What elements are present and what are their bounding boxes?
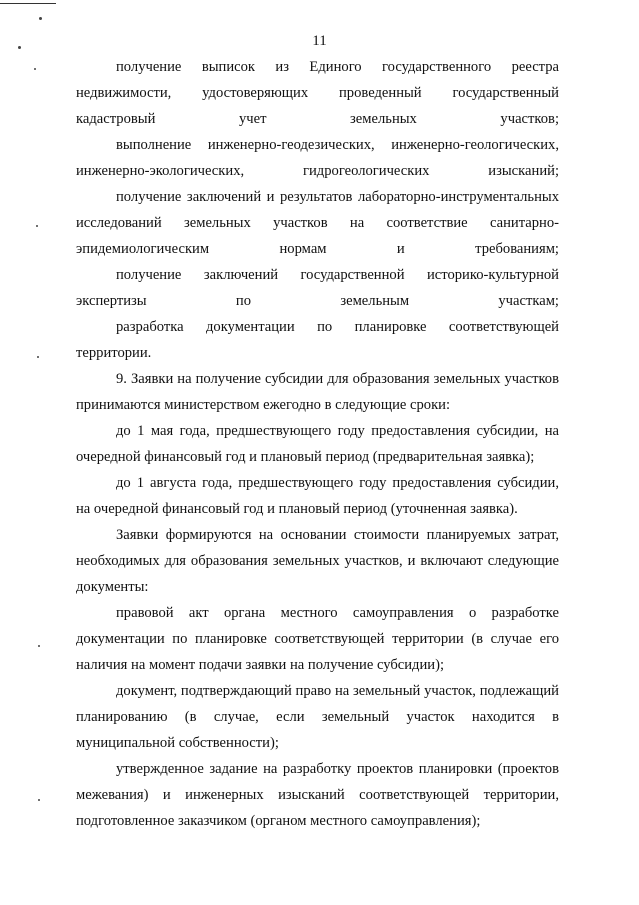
scan-artifact-dot bbox=[38, 799, 40, 801]
scan-artifact-dot bbox=[38, 645, 40, 647]
scan-artifact-dot bbox=[37, 356, 39, 358]
paragraph: получение заключений государственной историко-культурной экспертизы по земельным участкам; bbox=[76, 267, 559, 309]
paragraph: выполнение инженерно-геодезических, инженерно-геологических, инженерно-экологических, гидрогеологических изысканий; bbox=[76, 137, 559, 179]
scan-artifact-dot bbox=[34, 68, 36, 70]
paragraph: до 1 мая года, предшествующего году предоставления субсидии, на очередной финансовый год и плановый период (предварительная заявка); bbox=[76, 423, 559, 465]
paragraph: правовой акт органа местного самоуправления о разработке документации по планировке соответствующей территории (в случае его наличия на момент подачи заявки на получение субсидии); bbox=[76, 605, 559, 673]
document-body bbox=[76, 54, 559, 834]
scan-artifact-dot bbox=[36, 225, 38, 227]
paragraph: утвержденное задание на разработку проектов планировки (проектов межевания) и инженерных изысканий соответствующей территории, подготовленное заказчиком (органом местного самоуправления); bbox=[76, 761, 559, 829]
paragraph: документ, подтверждающий право на земельный участок, подлежащий планированию (в случае, если земельный участок находится в муниципальной собственности); bbox=[76, 683, 559, 751]
scan-artifact-dot bbox=[39, 17, 42, 20]
paragraph: 9. Заявки на получение субсидии для образования земельных участков принимаются министерством ежегодно в следующие сроки: bbox=[76, 371, 559, 413]
paragraph: Заявки формируются на основании стоимости планируемых затрат, необходимых для образования земельных участков, и включают следующие документы: bbox=[76, 527, 559, 595]
paragraph: разработка документации по планировке соответствующей территории. bbox=[76, 319, 559, 361]
paragraph: получение выписок из Единого государственного реестра недвижимости, удостоверяющих проведенный государственный кадастровый учет земельных участков; bbox=[76, 59, 559, 127]
scan-artifact-line bbox=[0, 3, 56, 4]
page-number: 11 bbox=[312, 33, 327, 49]
paragraph: получение заключений и результатов лабораторно-инструментальных исследований земельных участков на соответствие санитарно-эпидемиологическим нормам и требованиям; bbox=[76, 189, 559, 257]
paragraph: до 1 августа года, предшествующего году предоставления субсидии, на очередной финансовый год и плановый период (уточненная заявка). bbox=[76, 475, 559, 517]
